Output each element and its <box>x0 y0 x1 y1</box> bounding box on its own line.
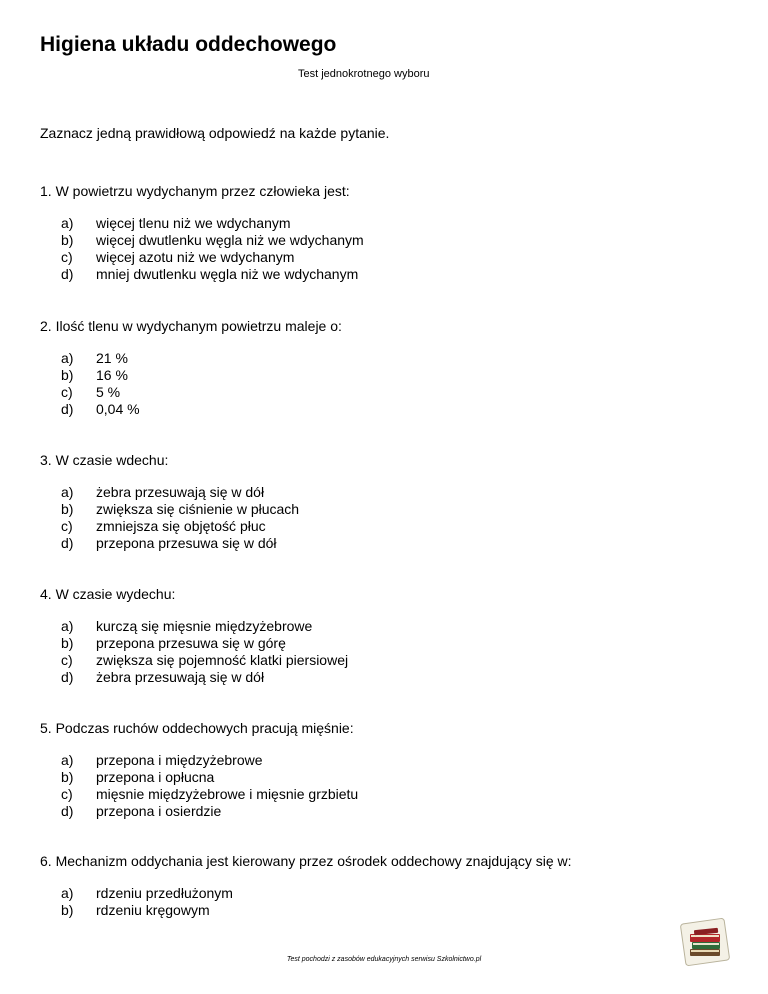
option-text: kurczą się mięsnie międzyżebrowe <box>96 618 313 634</box>
option-text: mniej dwutlenku węgla niż we wdychanym <box>96 266 359 282</box>
option-item[interactable] <box>40 350 342 367</box>
question-3 <box>40 452 299 552</box>
option-text: przepona i międzyżebrowe <box>96 752 263 768</box>
option-letter: a) <box>61 215 74 231</box>
options-list <box>40 618 348 686</box>
option-text: zwiększa się pojemność klatki piersiowej <box>96 652 349 668</box>
option-item[interactable] <box>40 535 299 552</box>
option-text: przepona przesuwa się w dół <box>96 535 277 551</box>
option-letter: d) <box>61 535 74 551</box>
option-item[interactable] <box>40 803 358 820</box>
options-list <box>40 484 299 552</box>
option-item[interactable] <box>40 902 572 919</box>
option-letter: d) <box>61 669 74 685</box>
question-5 <box>40 720 358 820</box>
option-text: rdzeniu przedłużonym <box>96 885 233 901</box>
option-item[interactable] <box>40 669 348 686</box>
option-text: przepona i opłucna <box>96 769 215 785</box>
question-text: 4. W czasie wydechu: <box>40 586 176 602</box>
option-item[interactable] <box>40 401 342 418</box>
option-letter: a) <box>61 752 74 768</box>
option-item[interactable] <box>40 501 299 518</box>
option-letter: c) <box>61 652 73 668</box>
option-item[interactable] <box>40 652 348 669</box>
option-text: zmniejsza się objętość płuc <box>96 518 266 534</box>
option-letter: a) <box>61 484 74 500</box>
question-1 <box>40 183 364 283</box>
option-letter: b) <box>61 902 74 918</box>
option-text: żebra przesuwają się w dół <box>96 484 265 500</box>
page-title: Higiena układu oddechowego <box>40 33 337 56</box>
option-text: więcej azotu niż we wdychanym <box>96 249 295 265</box>
option-item[interactable] <box>40 249 364 266</box>
option-text: 16 % <box>96 367 128 383</box>
option-text: więcej dwutlenku węgla niż we wdychanym <box>96 232 364 248</box>
option-item[interactable] <box>40 215 364 232</box>
option-letter: c) <box>61 786 73 802</box>
option-letter: b) <box>61 501 74 517</box>
option-item[interactable] <box>40 266 364 283</box>
option-letter: c) <box>61 249 73 265</box>
option-letter: b) <box>61 769 74 785</box>
option-item[interactable] <box>40 518 299 535</box>
option-item[interactable] <box>40 885 572 902</box>
question-text: 1. W powietrzu wydychanym przez człowieka jest: <box>40 183 350 199</box>
question-text: 5. Podczas ruchów oddechowych pracują mięśnie: <box>40 720 354 736</box>
question-text: 3. W czasie wdechu: <box>40 452 169 468</box>
page-subtitle: Test jednokrotnego wyboru <box>298 68 430 80</box>
question-text: 2. Ilość tlenu w wydychanym powietrzu maleje o: <box>40 318 342 334</box>
option-text: przepona i osierdzie <box>96 803 222 819</box>
options-list <box>40 752 358 820</box>
option-letter: b) <box>61 367 74 383</box>
option-text: więcej tlenu niż we wdychanym <box>96 215 291 231</box>
option-letter: d) <box>61 803 74 819</box>
instruction-text: Zaznacz jedną prawidłową odpowiedź na każde pytanie. <box>40 125 390 141</box>
question-6 <box>40 853 572 919</box>
option-text: 21 % <box>96 350 128 366</box>
option-letter: b) <box>61 232 74 248</box>
option-item[interactable] <box>40 384 342 401</box>
option-text: 0,04 % <box>96 401 140 417</box>
option-item[interactable] <box>40 769 358 786</box>
option-text: mięsnie międzyżebrowe i mięsnie grzbietu <box>96 786 359 802</box>
option-letter: d) <box>61 266 74 282</box>
option-letter: c) <box>61 518 73 534</box>
question-2 <box>40 318 342 418</box>
option-letter: a) <box>61 885 74 901</box>
option-letter: c) <box>61 384 73 400</box>
option-item[interactable] <box>40 484 299 501</box>
options-list <box>40 885 572 919</box>
option-text: zwiększa się ciśnienie w płucach <box>96 501 300 517</box>
option-item[interactable] <box>40 752 358 769</box>
options-list <box>40 215 364 283</box>
option-item[interactable] <box>40 618 348 635</box>
option-letter: d) <box>61 401 74 417</box>
option-item[interactable] <box>40 367 342 384</box>
question-4 <box>40 586 348 686</box>
option-text: przepona przesuwa się w górę <box>96 635 286 651</box>
option-item[interactable] <box>40 635 348 652</box>
question-text: 6. Mechanizm oddychania jest kierowany przez ośrodek oddechowy znajdujący się w: <box>40 853 572 869</box>
option-letter: a) <box>61 618 74 634</box>
books-icon <box>679 917 731 967</box>
footer-source-note: Test pochodzi z zasobów edukacyjnych serwisu Szkolnictwo.pl <box>286 956 482 963</box>
option-item[interactable] <box>40 232 364 249</box>
option-item[interactable] <box>40 786 358 803</box>
option-text: żebra przesuwają się w dół <box>96 669 265 685</box>
option-text: 5 % <box>96 384 121 400</box>
option-text: rdzeniu kręgowym <box>96 902 210 918</box>
option-letter: a) <box>61 350 74 366</box>
option-letter: b) <box>61 635 74 651</box>
options-list <box>40 350 342 418</box>
